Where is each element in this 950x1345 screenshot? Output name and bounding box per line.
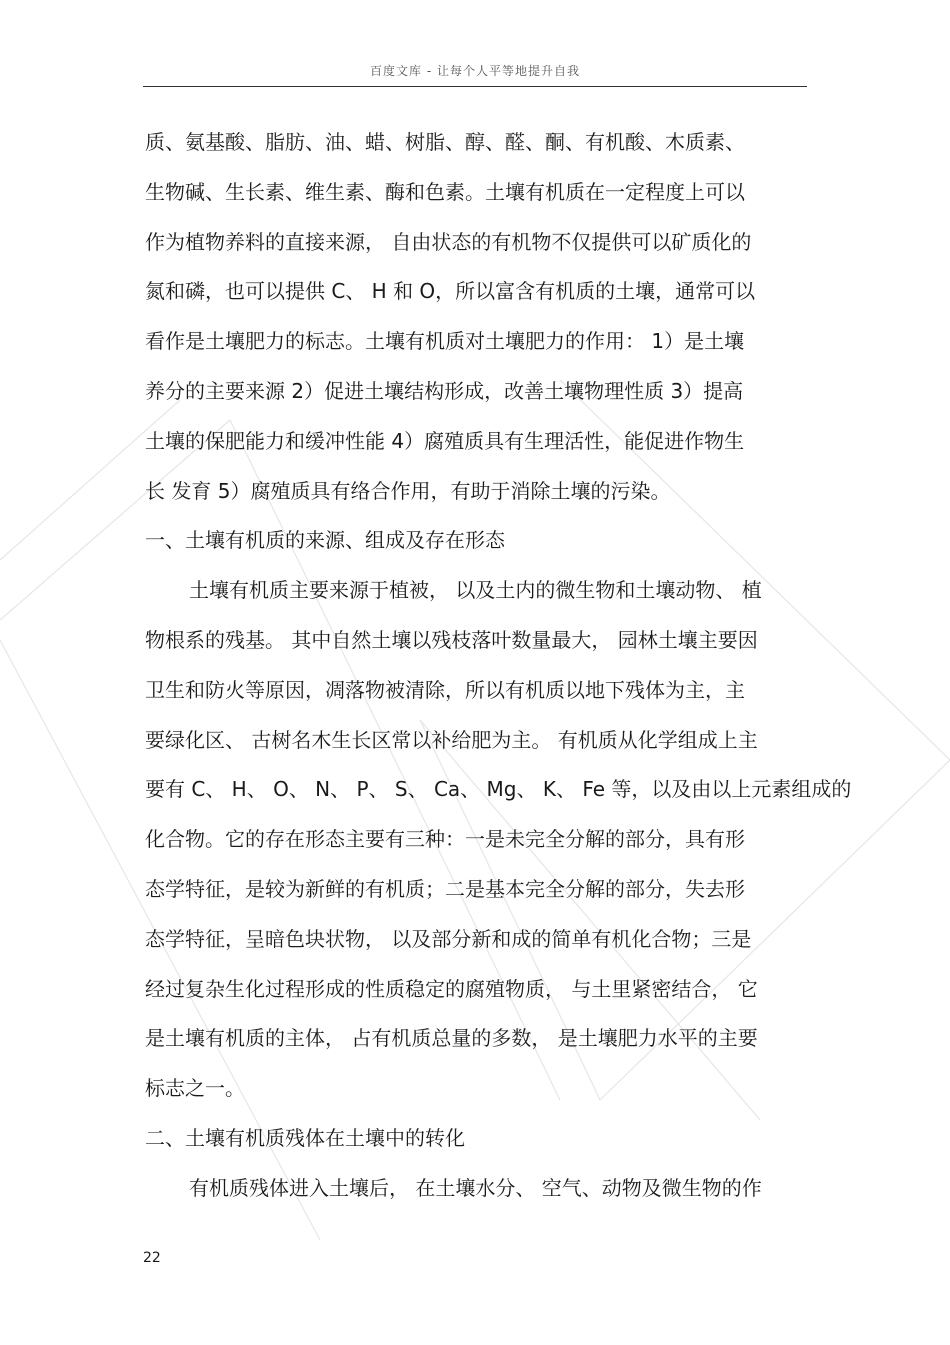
text-line: 土壤有机质主要来源于植被， 以及土内的微生物和土壤动物、 植 [189, 578, 762, 603]
section-heading: 二、土壤有机质残体在土壤中的转化 [145, 1125, 465, 1150]
text-line: 态学特征，是较为新鲜的有机质；二是基本完全分解的部分，失去形 [145, 876, 745, 901]
text-line: 标志之一。 [145, 1076, 245, 1101]
text-line: 卫生和防火等原因，凋落物被清除，所以有机质以地下残体为主，主 [145, 677, 745, 702]
text-line: 作为植物养料的直接来源， 自由状态的有机物不仅提供可以矿质化的 [145, 229, 752, 254]
text-line: 是土壤有机质的主体， 占有机质总量的多数， 是土壤肥力水平的主要 [145, 1026, 758, 1051]
text-line: 氮和磷，也可以提供 C、 H 和 O，所以富含有机质的土壤，通常可以 [145, 279, 756, 304]
text-line: 要绿化区、 古树名木生长区常以补给肥为主。 有机质从化学组成上主 [145, 727, 758, 752]
text-line: 要有 C、 H、 O、 N、 P、 S、 Ca、 Mg、 K、 Fe 等，以及由以上元素组成的 [145, 777, 852, 802]
text-line: 质、氨基酸、脂肪、油、蜡、树脂、醇、醛、酮、有机酸、木质素、 [145, 130, 745, 154]
document-body [145, 123, 852, 1219]
text-line: 态学特征，呈暗色块状物， 以及部分新和成的简单有机化合物；三是 [145, 926, 752, 951]
section-heading: 一、土壤有机质的来源、组成及存在形态 [145, 528, 505, 553]
page-header: 百度文库 - 让每个人平等地提升自我 [370, 64, 580, 78]
header-divider [143, 86, 807, 87]
page-number: 22 [143, 1250, 161, 1266]
text-line: 看作是土壤肥力的标志。土壤有机质对土壤肥力的作用： 1）是土壤 [145, 329, 745, 354]
text-line: 土壤的保肥能力和缓冲性能 4）腐殖质具有生理活性，能促进作物生 [145, 428, 745, 453]
text-line: 经过复杂生化过程形成的性质稳定的腐殖物质， 与土里紧密结合， 它 [145, 976, 758, 1001]
text-line: 养分的主要来源 2）促进土壤结构形成，改善土壤物理性质 3）提高 [145, 378, 744, 403]
text-line: 长 发育 5）腐殖质具有络合作用，有助于消除土壤的污染。 [145, 478, 671, 503]
text-line: 化合物。它的存在形态主要有三种：一是未完全分解的部分，具有形 [145, 827, 745, 852]
text-line: 生物碱、生长素、维生素、酶和色素。土壤有机质在一定程度上可以 [145, 179, 745, 204]
text-line: 物根系的残基。 其中自然土壤以残枝落叶数量最大， 园林土壤主要因 [145, 627, 758, 652]
text-line: 有机质残体进入土壤后， 在土壤水分、 空气、动物及微生物的作 [189, 1175, 762, 1200]
